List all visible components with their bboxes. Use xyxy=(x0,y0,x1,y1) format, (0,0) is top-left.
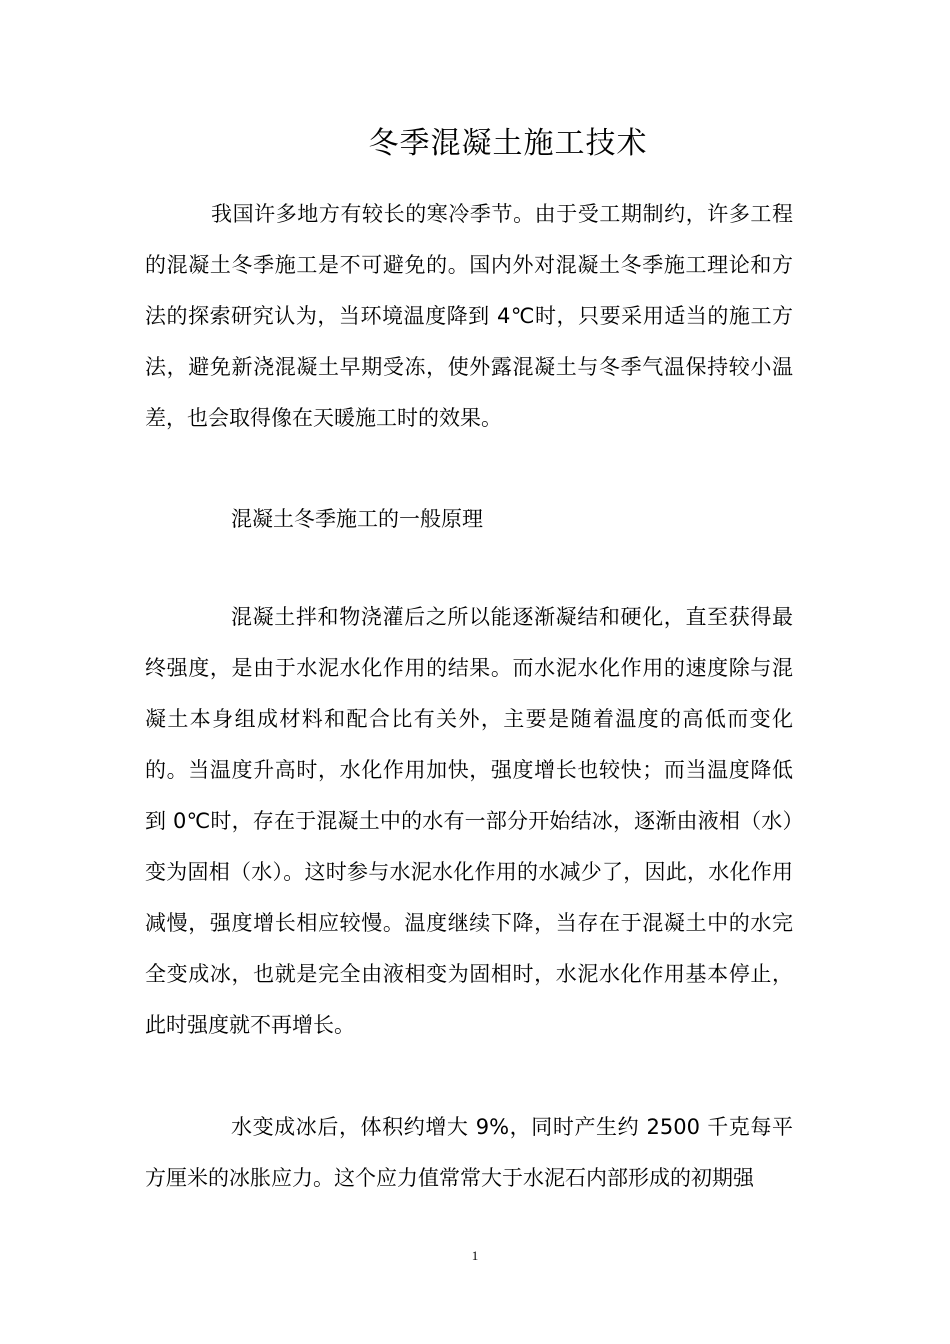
ice-expansion-paragraph: 水变成冰后，体积约增大 9%，同时产生约 2500 千克每平方厘米的冰胀应力。这个应力值常常大于水泥石内部形成的初期强 xyxy=(145,1115,793,1190)
section-heading: 混凝土冬季施工的一般原理 xyxy=(231,507,483,531)
principle-paragraph: 混凝土拌和物浇灌后之所以能逐渐凝结和硬化，直至获得最终强度，是由于水泥水化作用的结果。而水泥水化作用的速度除与混凝土本身组成材料和配合比有关外，主要是随着温度的高低而变化的。当温度升高时，水化作用加快，强度增长也较快；而当温度降低到 0℃时，存在于混凝土中的水有一部分开始结冰，逐渐由液相（水）变为固相（水）。这时参与水泥水化作用的水减少了，因此，水化作用减慢，强度增长相应较慢。温度继续下降，当存在于混凝土中的水完全变成冰，也就是完全由液相变为固相时，水泥水化作用基本停止，此时强度就不再增长。 xyxy=(145,605,793,1037)
intro-paragraph: 我国许多地方有较长的寒冷季节。由于受工期制约，许多工程的混凝土冬季施工是不可避免的。国内外对混凝土冬季施工理论和方法的探索研究认为，当环境温度降到 4℃时，只要采用适当的施工方法，避免新浇混凝土早期受冻，使外露混凝土与冬季气温保持较小温差，也会取得像在天暖施工时的效果。 xyxy=(145,202,793,430)
document-title: 冬季混凝土施工技术 xyxy=(368,126,648,161)
page-number: 1 xyxy=(471,1248,479,1263)
